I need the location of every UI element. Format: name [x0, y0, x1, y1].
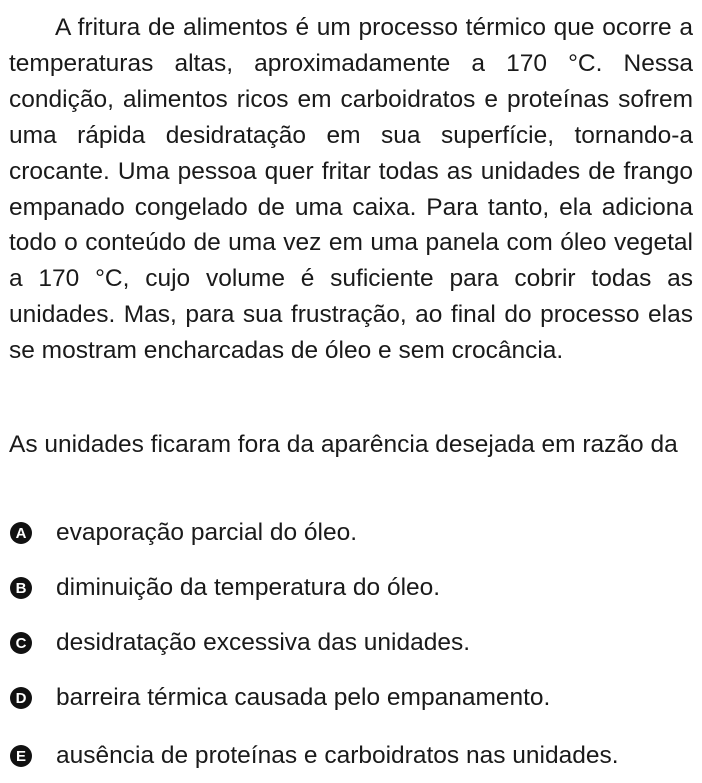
- option-e-text: ausência de proteínas e carboidratos nas unidades.: [56, 742, 619, 769]
- option-b-letter-badge: B: [10, 577, 32, 599]
- option-e[interactable]: [9, 738, 693, 774]
- option-d[interactable]: [9, 680, 693, 716]
- question-block: [9, 10, 693, 769]
- option-a-letter-badge: A: [10, 522, 32, 544]
- option-c-letter-badge: C: [10, 632, 32, 654]
- option-c-text: desidratação excessiva das unidades.: [56, 629, 471, 656]
- option-a-text: evaporação parcial do óleo.: [56, 519, 358, 546]
- option-d-letter-badge: D: [10, 687, 32, 709]
- option-b[interactable]: [9, 570, 693, 606]
- option-d-text: barreira térmica causada pelo empanamento.: [56, 684, 551, 711]
- option-b-text: diminuição da temperatura do óleo.: [56, 574, 441, 601]
- option-e-letter-badge: E: [10, 745, 32, 767]
- option-a[interactable]: [9, 515, 693, 551]
- question-prompt: As unidades ficaram fora da aparência desejada em razão da: [9, 431, 678, 458]
- question-stem: A fritura de alimentos é um processo térmico que ocorre a temperaturas altas, aproximadamente a 170 °C. Nessa condição, alimentos ricos em carboidratos e proteínas sofrem uma rápida desidratação em sua superfície, tornando-a crocante. Uma pessoa quer fritar todas as unidades de frango empanado congelado de uma caixa. Para tanto, ela adiciona todo o conteúdo de uma vez em uma panela com óleo vegetal a 170 °C, cujo volume é suficiente para cobrir todas as unidades. Mas, para sua frustração, ao final do processo elas se mostram encharcadas de óleo e sem crocância.: [9, 14, 693, 365]
- option-c[interactable]: [9, 625, 693, 661]
